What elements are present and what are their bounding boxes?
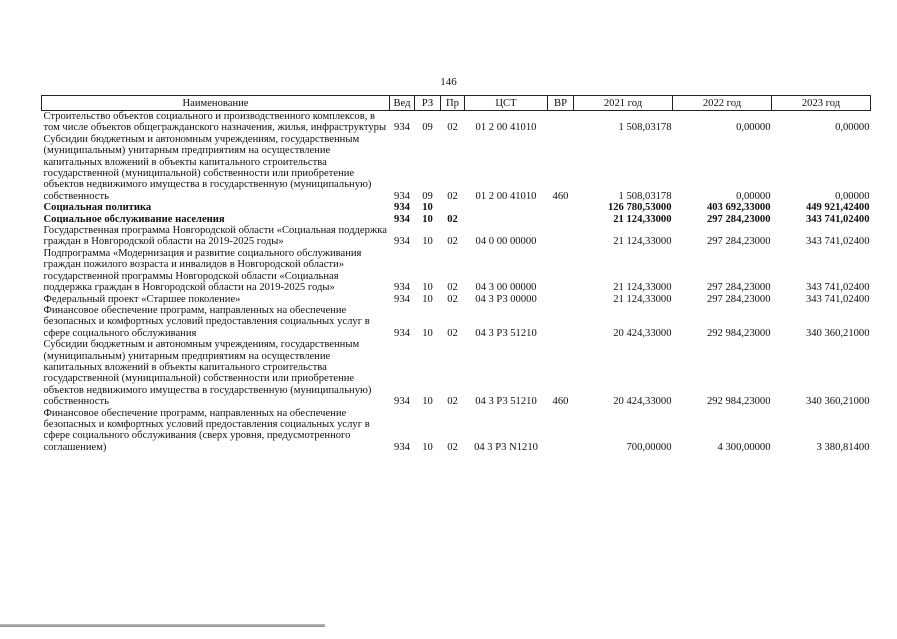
cell-y2021: 700,00000: [626, 441, 672, 453]
scan-edge-line: [0, 624, 325, 627]
table-row: [42, 248, 871, 294]
cell-cst: [465, 214, 548, 225]
cell-rz: 10: [422, 202, 433, 214]
cell-ved: 934: [394, 282, 410, 294]
cell-name: Государственная программа Новгородской области «Социальная поддержка граждан в Новгородской области на 2019-2025 годы»: [43, 225, 387, 248]
cell-y2021: 21 124,33000: [613, 293, 672, 305]
cell-pr: 02: [447, 327, 458, 339]
header-2023: 2023 год: [772, 96, 871, 111]
cell-ved: 934: [394, 293, 410, 305]
cell-pr: 02: [447, 396, 458, 408]
cell-rz: 10: [422, 327, 433, 339]
cell-y2023: 449 921,42400: [805, 202, 870, 214]
cell-name: Финансовое обеспечение программ, направленных на обеспечение безопасных и комфортных условий предоставления социальных услуг в сфере социального обслуживания: [43, 304, 370, 339]
cell-y2021: 126 780,53000: [607, 202, 672, 214]
cell-vr: [548, 225, 574, 248]
cell-cst: 04 3 00 00000: [475, 282, 537, 294]
header-2021: 2021 год: [574, 96, 673, 111]
cell-y2023: 343 741,02400: [805, 236, 870, 248]
table-row: [42, 305, 871, 339]
cell-y2023: 343 741,02400: [805, 282, 870, 294]
cell-vr: [548, 248, 574, 294]
cell-cst: 04 3 P3 N1210: [474, 441, 538, 453]
cell-rz: 10: [422, 236, 433, 248]
cell-y2023: 3 380,81400: [816, 441, 870, 453]
table-row: [42, 408, 871, 454]
table-row: [42, 134, 871, 202]
cell-y2023: 340 360,21000: [805, 327, 870, 339]
cell-y2022: 297 284,23000: [706, 293, 771, 305]
cell-y2021: 21 124,33000: [613, 282, 672, 294]
cell-y2022: 297 284,23000: [706, 213, 771, 225]
cell-y2022: 297 284,23000: [706, 236, 771, 248]
cell-y2022: 0,00000: [736, 122, 771, 134]
header-rz: РЗ: [415, 96, 441, 111]
cell-cst: 04 3 P3 51210: [475, 327, 537, 339]
header-cst: ЦСТ: [465, 96, 548, 111]
cell-ved: 934: [394, 122, 410, 134]
cell-cst: 01 2 00 41010: [475, 122, 537, 134]
cell-y2021: 1 508,03178: [618, 122, 672, 134]
cell-vr: [548, 111, 574, 134]
cell-name: Субсидии бюджетным и автономным учреждениям, государственным (муниципальным) унитарным предприятиям на осуществление капитальных вложений в объекты капитального строительства государственной (муниципальной) собственности или приобретение объектов недвижимого имущества в государственную (муниципальную) собственность: [43, 339, 372, 408]
cell-rz: 09: [422, 122, 433, 134]
cell-pr: 02: [447, 122, 458, 134]
header-2022: 2022 год: [673, 96, 772, 111]
cell-y2021: 1 508,03178: [618, 190, 672, 202]
cell-ved: 934: [394, 202, 410, 214]
cell-y2023: 343 741,02400: [805, 293, 870, 305]
cell-pr: [441, 202, 465, 213]
cell-y2023: 0,00000: [835, 122, 870, 134]
cell-pr: 02: [447, 213, 458, 225]
cell-y2022: 4 300,00000: [717, 441, 771, 453]
table-row: [42, 225, 871, 248]
cell-name: Строительство объектов социального и производственного комплексов, в том числе объектов общегражданского назначения, жилья, инфраструктуры: [43, 111, 387, 134]
cell-rz: 10: [422, 293, 433, 305]
header-name: Наименование: [42, 96, 390, 111]
table-row: [42, 214, 871, 225]
cell-pr: 02: [447, 441, 458, 453]
cell-y2021: 20 424,33000: [613, 396, 672, 408]
header-pr: Пр: [441, 96, 465, 111]
cell-rz: 09: [422, 190, 433, 202]
cell-rz: 10: [422, 396, 433, 408]
cell-vr: 460: [552, 396, 569, 408]
cell-name: Социальная политика: [43, 202, 152, 214]
cell-cst: 01 2 00 41010: [475, 190, 537, 202]
cell-ved: 934: [394, 190, 410, 202]
cell-rz: 10: [422, 441, 433, 453]
cell-cst: 04 3 P3 51210: [475, 396, 537, 408]
budget-table: [41, 95, 871, 453]
cell-name: Социальное обслуживание населения: [43, 213, 225, 225]
cell-y2021: 21 124,33000: [613, 236, 672, 248]
cell-pr: 02: [447, 190, 458, 202]
table-header-row: [42, 96, 871, 111]
cell-rz: 10: [422, 213, 433, 225]
cell-rz: 10: [422, 282, 433, 294]
header-ved: Вед: [390, 96, 415, 111]
cell-y2021: 20 424,33000: [613, 327, 672, 339]
cell-y2023: 343 741,02400: [805, 213, 870, 225]
cell-pr: 02: [447, 236, 458, 248]
table-row: [42, 202, 871, 213]
cell-y2023: 340 360,21000: [805, 396, 870, 408]
table-row: [42, 339, 871, 407]
cell-name: Финансовое обеспечение программ, направленных на обеспечение безопасных и комфортных условий предоставления социальных услуг в сфере социального обслуживания (сверх уровня, предусмотренного соглашением): [43, 407, 370, 453]
cell-cst: [465, 202, 548, 213]
header-vr: ВР: [548, 96, 574, 111]
cell-name: Федеральный проект «Старшее поколение»: [43, 293, 241, 305]
cell-ved: 934: [394, 236, 410, 248]
table-row: [42, 111, 871, 134]
cell-pr: 02: [447, 282, 458, 294]
cell-name: Субсидии бюджетным и автономным учреждениям, государственным (муниципальным) унитарным предприятиям на осуществление капитальных вложений в объекты капитального строительства государственной (муниципальной) собственности или приобретение объектов недвижимого имущества в государственную (муниципальную) собственность: [43, 133, 372, 202]
cell-vr: [548, 408, 574, 454]
cell-ved: 934: [394, 327, 410, 339]
table-body: [42, 111, 871, 454]
cell-vr: [548, 305, 574, 339]
cell-y2022: 297 284,23000: [706, 282, 771, 294]
cell-y2022: 403 692,33000: [706, 202, 771, 214]
cell-vr: 460: [552, 190, 569, 202]
cell-y2022: 292 984,23000: [706, 327, 771, 339]
cell-cst: 04 0 00 00000: [475, 236, 537, 248]
cell-ved: 934: [394, 441, 410, 453]
cell-ved: 934: [394, 396, 410, 408]
table-row: [42, 294, 871, 305]
cell-vr: [548, 214, 574, 225]
cell-y2022: 0,00000: [736, 190, 771, 202]
cell-pr: 02: [447, 293, 458, 305]
cell-vr: [548, 202, 574, 213]
cell-vr: [548, 294, 574, 305]
cell-y2021: 21 124,33000: [613, 213, 672, 225]
cell-ved: 934: [394, 213, 410, 225]
cell-y2023: 0,00000: [835, 190, 870, 202]
cell-cst: 04 3 P3 00000: [475, 293, 537, 305]
cell-y2022: 292 984,23000: [706, 396, 771, 408]
cell-name: Подпрограмма «Модернизация и развитие социального обслуживания граждан пожилого возраста и инвалидов в Новгородской области» государственной программы Новгородской области «Социальная поддержка граждан в Новгородской области на 2019-2025 годы»: [43, 247, 362, 294]
page-number: 146: [440, 76, 457, 88]
